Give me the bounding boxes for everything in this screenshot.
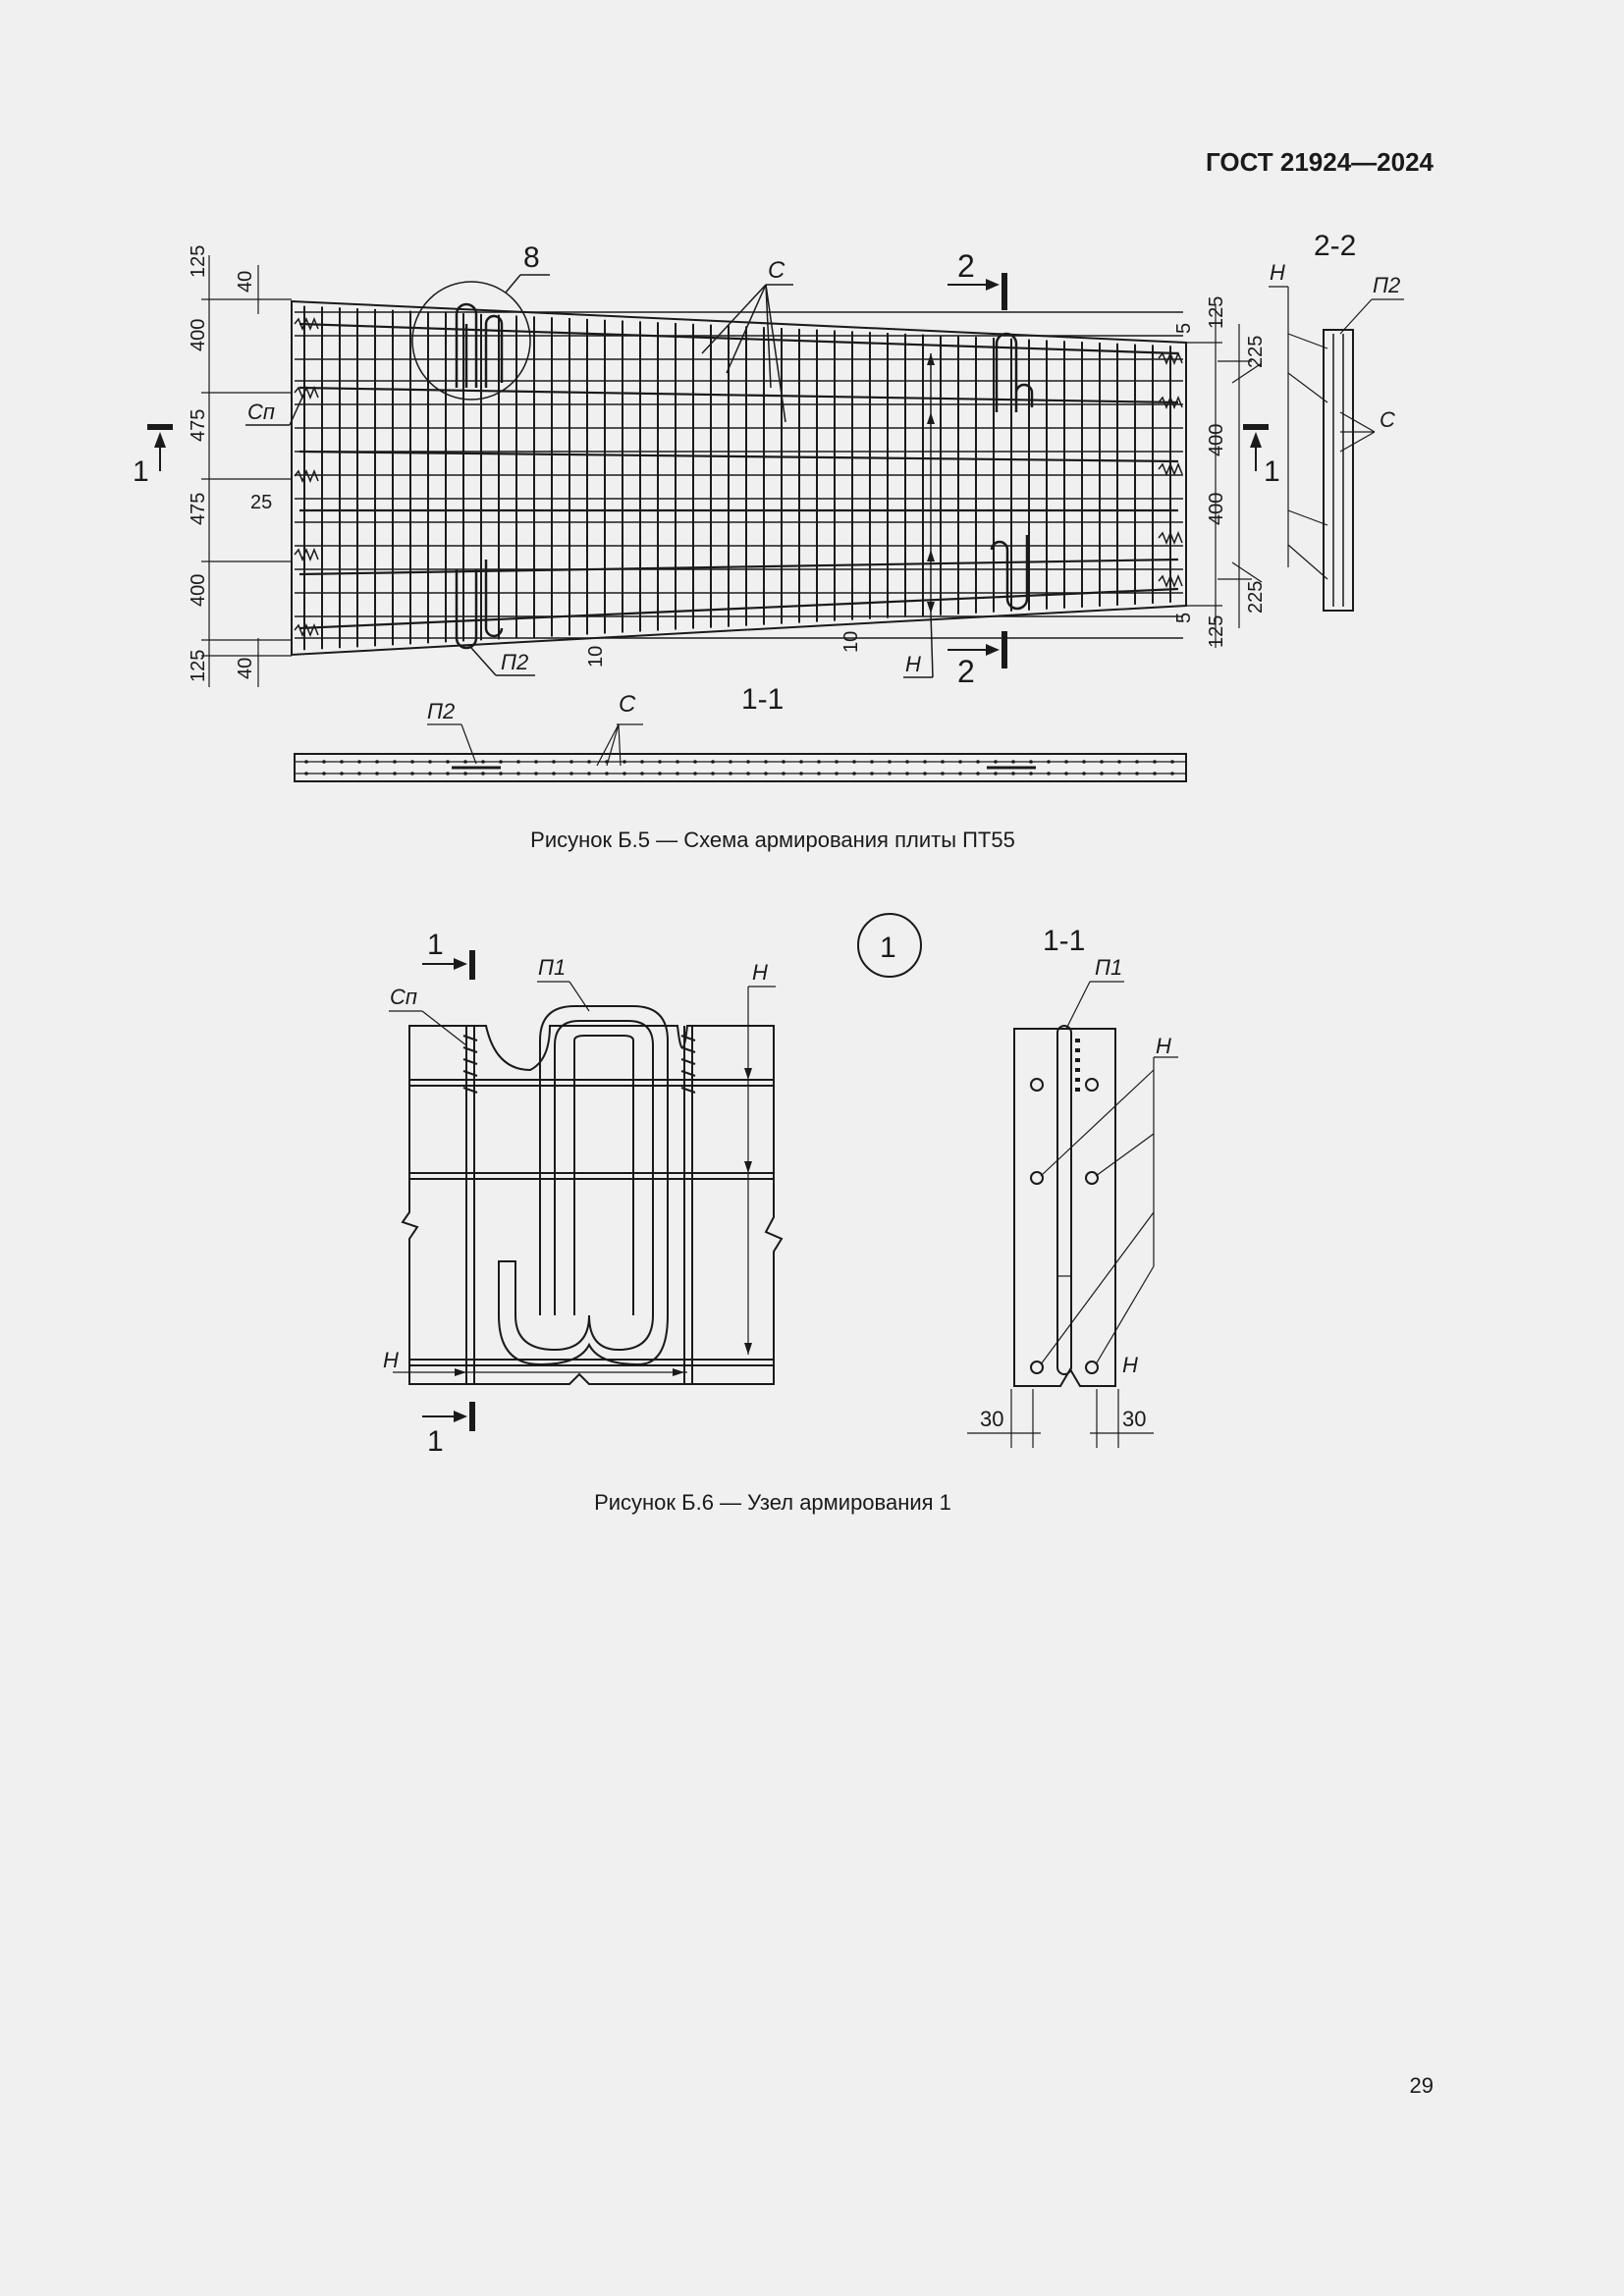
label-n: Н <box>905 652 921 676</box>
dim-30-right: 30 <box>1122 1407 1147 1431</box>
section-2-2-title: 2-2 <box>1314 230 1357 262</box>
section-1-1-title: 1-1 <box>741 683 785 716</box>
dim-left-3: 475 <box>188 492 209 525</box>
dim-right-4: 225 <box>1245 580 1267 614</box>
dim-right-1: 225 <box>1245 335 1267 368</box>
label-n-side-top: Н <box>1156 1034 1171 1058</box>
dim-left-1: 400 <box>188 318 209 351</box>
label-p1-side: П1 <box>1095 955 1123 980</box>
dim-right-2: 400 <box>1206 423 1227 456</box>
label-n-side-bottom: Н <box>1122 1353 1138 1377</box>
figure-b5-caption: Рисунок Б.5 — Схема армирования плиты ПТ55 <box>530 828 1015 852</box>
label-p1: П1 <box>538 955 567 980</box>
document-code: ГОСТ 21924—2024 <box>1206 147 1434 177</box>
callout-number: 8 <box>523 241 540 274</box>
node-number: 1 <box>880 932 896 964</box>
dim-left-2: 475 <box>188 408 209 442</box>
label-c: С <box>768 257 785 284</box>
node-section-title: 1-1 <box>1043 925 1086 957</box>
figure-b6-caption: Рисунок Б.6 — Узел армирования 1 <box>594 1490 951 1515</box>
label-p2-11: П2 <box>427 699 456 723</box>
label-n-22: Н <box>1270 260 1285 285</box>
dim-left-5: 125 <box>188 649 209 682</box>
label-p2-22: П2 <box>1373 273 1401 297</box>
label-n-bottom: Н <box>383 1348 399 1372</box>
dim-25: 25 <box>250 492 273 513</box>
dim-right-5: 125 <box>1206 614 1227 648</box>
section-mark-2-top: 2 <box>957 248 975 284</box>
dim-30-left: 30 <box>980 1407 1004 1431</box>
reinforcement-node-1 <box>0 903 1624 1492</box>
section-mark-top: 1 <box>427 929 444 961</box>
dim-left-small-0: 40 <box>235 270 256 293</box>
dim-right-3: 400 <box>1206 492 1227 525</box>
dim-right-small-1: 5 <box>1173 612 1195 623</box>
dim-10-left: 10 <box>585 645 607 667</box>
reinforcement-scheme-pt55 <box>0 0 1624 834</box>
section-mark-1-left: 1 <box>133 455 149 488</box>
page-number: 29 <box>1409 2073 1434 2098</box>
dim-left-0: 125 <box>188 244 209 278</box>
label-cp-node: Сп <box>390 985 417 1009</box>
section-mark-2-bottom: 2 <box>957 654 975 689</box>
section-mark-bottom: 1 <box>427 1425 444 1458</box>
dim-left-4: 400 <box>188 573 209 607</box>
label-n-top: Н <box>752 960 768 985</box>
dim-right-0: 125 <box>1206 295 1227 329</box>
section-mark-1-right: 1 <box>1264 455 1280 488</box>
label-c-22: С <box>1380 407 1395 432</box>
label-cp: Сп <box>247 400 275 424</box>
dim-10-right: 10 <box>840 630 862 653</box>
dim-right-small-0: 5 <box>1173 322 1195 334</box>
label-c-11: С <box>619 691 636 718</box>
dim-left-small-1: 40 <box>235 657 256 679</box>
label-p2: П2 <box>501 650 529 674</box>
